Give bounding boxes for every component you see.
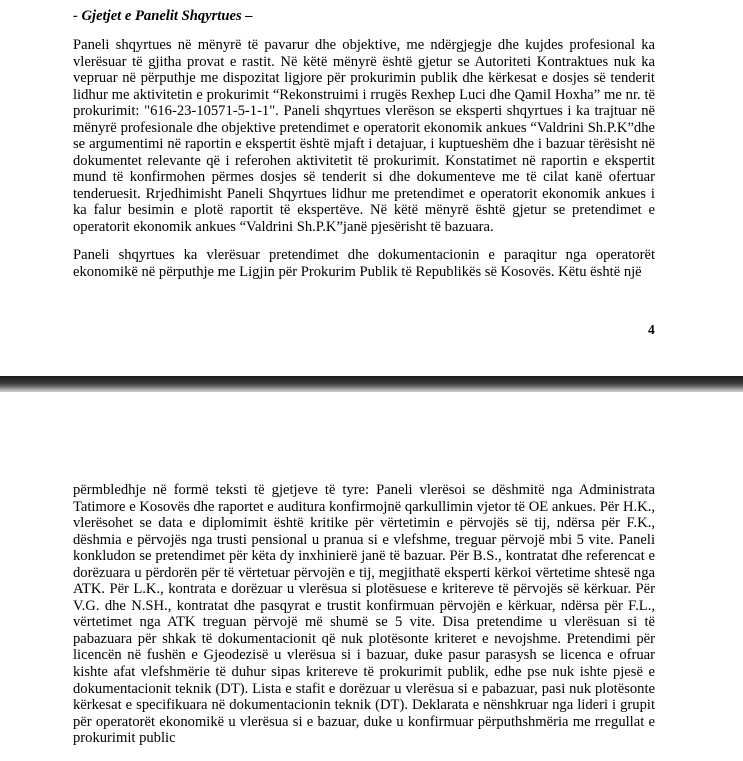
document-page-bottom xyxy=(0,392,743,761)
page-number: 4 xyxy=(648,322,655,337)
paragraph-panel-assessment: Paneli shqyrtues ka vlerësuar pretendimet dhe dokumentacionin e paraqitur nga operatorët ekonomikë në përputhje me Ligjin për Prokurim Publik të Republikës së Kosovës. Këtu është një xyxy=(73,247,655,280)
paragraph-panel-findings: Paneli shqyrtues në mënyrë të pavarur dhe objektive, me ndërgjegje dhe kujdes profesional ka vlerësuar të gjitha provat e rastit. Në këtë mënyrë është gjetur se Autoriteti Kontraktues nuk ka vepruar në përputhje me dispozitat ligjore për prokurimin publik dhe kërkesat e dosjes së tenderit lidhur me aktivitetin e prokurimit “Rekonstruimi i rrugës Rexhep Luci dhe Qamil Hoxha” me nr. të prokurimit: "616-23-10571-5-1-1". Paneli shqyrtues vlerëson se eksperti shqyrtues i ka trajtuar në mënyrë profesionale dhe objektive pretendimet e operatorit ekonomik ankues “Valdrini Sh.P.K”dhe se argumentimi në raportin e ekspertit është mjaft i detajuar, i kuptueshëm dhe i bazuar tërësisht në dokumentet relevante që i referohen aktivitetit të prokurimit. Konstatimet në raportin e ekspertit mund të konfirmohen përmes dosjes së tenderit si dhe dokumenteve me të cilat kanë ofertuar tenderuesit. Rrjedhimisht Paneli Shqyrtues lidhur me pretendimet e operatorit ekonomik ankues i ka falur besimin e plotë raportit të ekspertëve. Në këtë mënyrë është gjetur se pretendimet e operatorit ekonomik ankues “Valdrini Sh.P.K”janë pjesërisht të bazuara. xyxy=(73,37,655,236)
page-break-divider xyxy=(0,376,743,392)
document-page-top xyxy=(0,0,743,376)
section-heading: - Gjetjet e Panelit Shqyrtues – xyxy=(73,8,253,24)
paragraph-summary-of-findings: përmbledhje në formë teksti të gjetjeve të tyre: Paneli vlerësoi se dëshmitë nga Administrata Tatimore e Kosovës dhe raportet e auditura konfirmojnë qarkullimin vjetor të OE ankues. Për H.K., vlerësohet se data e diplomimit është kritike për vërtetimin e përvojës së tij, ndërsa për F.K., dëshmia e përvojës nga trusti pensional u pranua si e vlefshme, treguar përvojë mbi 5 vite. Paneli konkludon se pretendimet për këta dy inxhinierë janë të bazuar. Për B.S., kontratat dhe referencat e dorëzuara u përdorën për të vërtetuar përvojën e tij, megjithatë eksperti kërkoi vërtetime shtesë nga ATK. Për L.K., kontrata e dorëzuar u vlerësua si plotësuese e kritereve të përvojës së kërkuar. Për V.G. dhe N.SH., kontratat dhe pasqyrat e trustit konfirmuan përvojën e kërkuar, ndërsa për F.L., vërtetimet nga ATK treguan përvojë më shumë se 5 vite. Disa pretendime u vlerësuan si të pabazuara për shkak të dokumentacionit që nuk plotësonte kriteret e nevojshme. Pretendimi për licencën në fushën e Gjeodezisë u vlerësua si i bazuar, duke pasur parasysh se licenca e ofruar kishte afat vlefshmërie të duhur sipas kritereve të prokurimit publik, edhe pse nuk ishte pjesë e dokumentacionit teknik (DT). Lista e stafit e dorëzuar u vlerësua si e pabazuar, pasi nuk plotësonte kërkesat e specifikuara në dokumentacionin teknik (DT). Deklarata e nënshkruar nga lideri i grupit për operatorët ekonomikë u vlerësua si e bazuar, duke u konfirmuar përputhshmëria me rregullat e prokurimit public xyxy=(73,482,655,747)
